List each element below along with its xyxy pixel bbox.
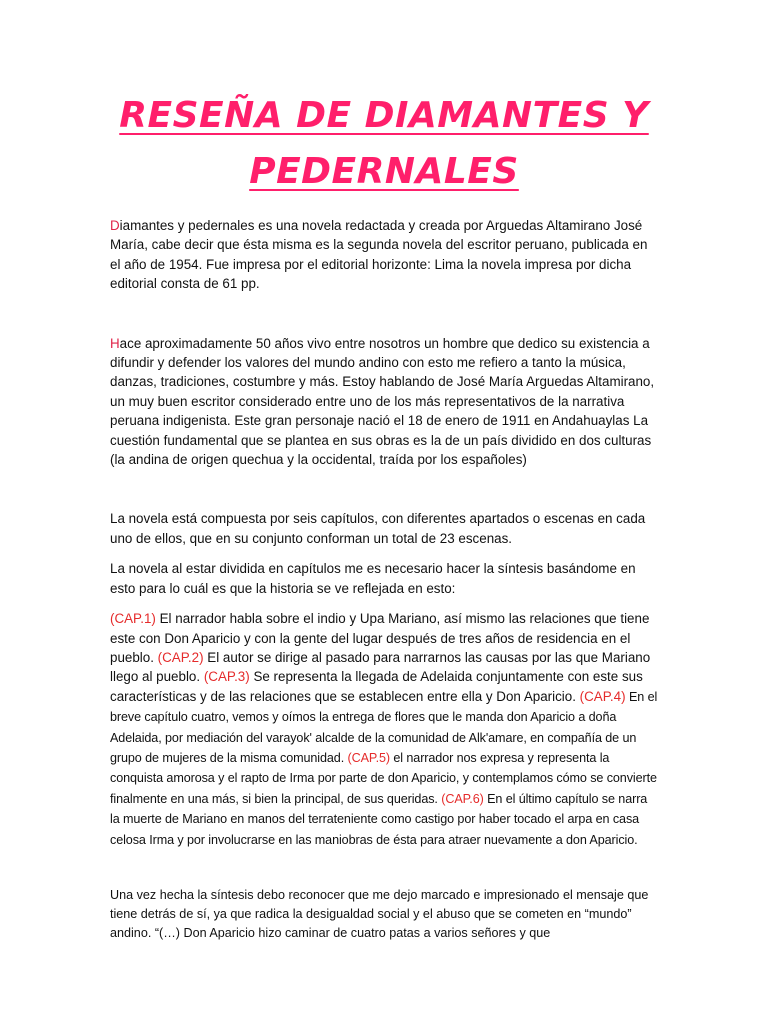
document-title [110,0,658,200]
chapter-4-text: En el breve capítulo cuatro, vemos y oímos la entrega de flores que le manda don Aparicio a doña Adelaida, por mediación del varayok' alcalde de la comunidad de Alk'amare, en compañía de un grupo de mujeres de la misma comunidad. [110,689,658,765]
drop-initial-d: D [110,218,120,233]
chapter-2-label: (CAP.2) [157,649,204,665]
chapters-paragraph [110,609,658,850]
author-paragraph [110,334,658,470]
chapter-1-text: El narrador habla sobre el indio y Upa Mariano, así mismo las relaciones que tiene este con Don Aparicio y con la gente del lugar después de tres años de residencia en el pueblo. [110,611,650,665]
synthesis-intro-paragraph: La novela al estar dividida en capítulos me es necesario hacer la síntesis basándome en esto para lo cuál es que la historia se ve reflejada en esto: [110,561,636,596]
intro-paragraph-text: iamantes y pedernales es una novela redactada y creada por Arguedas Altamirano José María, cabe decir que ésta misma es la segunda novela del escritor peruano, publicada en el año de 1954. Fue impresa por el editorial horizonte: Lima la novela impresa por dicha editorial consta de 61 pp. [110,218,648,292]
chapter-2-text: El autor se dirige al pasado para narrarnos las causas por las que Mariano llego al pueblo. [110,649,651,685]
reflection-paragraph: Una vez hecha la síntesis debo reconocer que me dejo marcado e impresionado el mensaje que tiene detrás de sí, ya que radica la desigualdad social y el abuso que se cometen en “mundo” andino. “(…) Don Aparicio hizo caminar de cuatro patas a varios señores y que [110,887,649,940]
chapter-5-label: (CAP.5) [347,750,390,765]
title-line-2: PEDERNALES [249,151,519,192]
chapter-6-text: En el último capítulo se narra la muerte de Mariano en manos del terrateniente como castigo por haber tocado el arpa en casa celosa Irma y por involucrarse en las maniobras de ésta para atraer nuevamente a don Aparicio. [110,791,648,847]
chapter-3-text: Se representa la llegada de Adelaida conjuntamente con este sus características y de las relaciones que se establecen entre ella y Don Aparicio. [110,669,643,704]
chapter-6-label: (CAP.6) [441,791,484,806]
title-line-1: RESEÑA DE DIAMANTES Y [119,95,649,136]
intro-paragraph [110,216,658,294]
chapter-1-label: (CAP.1) [110,611,156,627]
chapter-4-label: (CAP.4) [579,688,626,704]
structure-paragraph: La novela está compuesta por seis capítulos, con diferentes apartados o escenas en cada uno de ellos, que en su conjunto conforman un total de 23 escenas. [110,511,646,546]
chapter-3-label: (CAP.3) [203,669,250,685]
drop-initial-h: H [110,335,120,351]
chapter-5-text: el narrador nos expresa y representa la conquista amorosa y el rapto de Irma por parte de don Aparicio, y contemplamos cómo se convierte finalmente en una más, si bien la principal, de sus queridas. [110,750,657,806]
author-paragraph-text: ace aproximadamente 50 años vivo entre nosotros un hombre que dedico su existencia a difundir y defender los valores del mundo andino con esto me refiero a tanto la música, danzas, tradiciones, costumbre y más. Estoy hablando de José María Arguedas Altamirano, un muy buen escritor considerado entre uno de los más representativos de la narrativa peruana indigenista. Este gran personaje nació el 18 de enero de 1911 en Andahuaylas La cuestión fundamental que se plantea en sus obras es la de un país dividido en dos culturas (la andina de origen quechua y la occidental, traída por los españoles) [110,335,655,468]
